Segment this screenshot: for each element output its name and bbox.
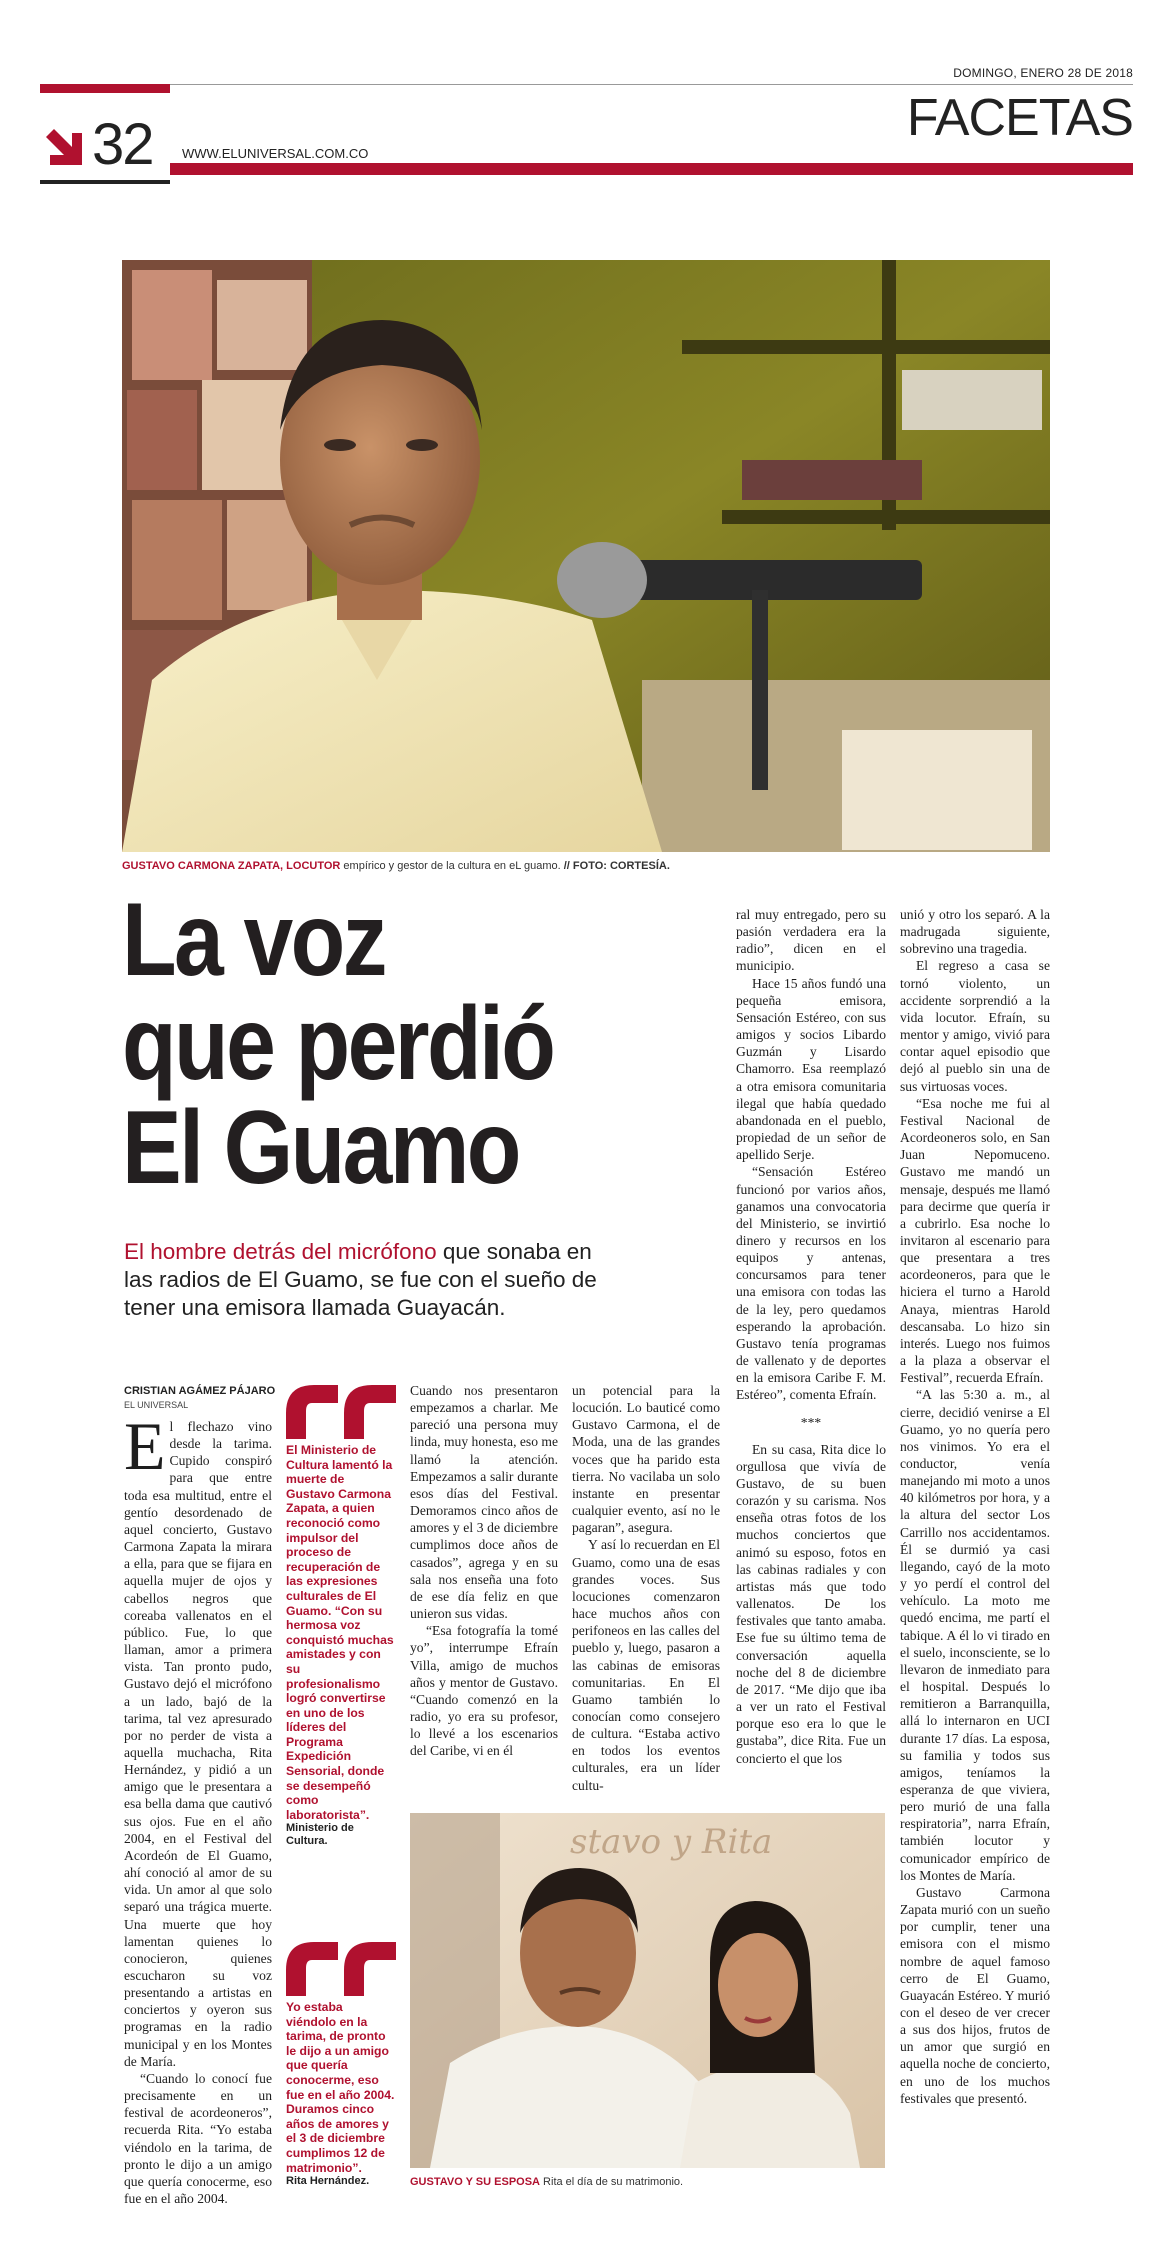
quote-icon [286, 1385, 396, 1439]
main-photo [122, 260, 1050, 852]
body-paragraph: “A las 5:30 a. m., al cierre, decidió venirse a El Guamo, yo no quería pero nos vinimos. Yo era el conductor, venía manejando mi moto a unos 40 kilómetros por hora, y a la altura del sector Los Carrillo nos accidentamos. Él se durmió ya casi llegando, cayó de la moto y yo perdí el control del vehículo. La moto me quedó encima, me partí el tabique. A él lo vi tirado en el suelo, inconsciente, se lo llevaron de inmediato para el hospital. Después lo remitieron a Barranquilla, allá lo internaron en UCI durante 17 días. La esposa, su familia y todos sus amigos, teníamos la esperanza de que viviera, pero murió de una falla respiratoria”, narra Efraín, también locutor y comunicador empírico de los Montes de María. [900, 1387, 1050, 1883]
issue-date: DOMINGO, ENERO 28 DE 2018 [953, 66, 1133, 80]
section-title: FACETAS [906, 89, 1133, 147]
pull-quote-text: El Ministerio de Cultura lamentó la muerte de Gustavo Carmona Zapata, a quien reconoció como impulsor del proceso de recuperación de las expresiones culturales de El Guamo. “Con su hermosa voz conquistó muchas amistades y con su profesionalismo logró convertirse en uno de los líderes del Programa Expedición Sensorial, donde se desempeñó como laboratorista”. [286, 1443, 394, 1822]
article-column-5 [736, 906, 886, 1767]
body-paragraph: “Sensación Estéreo funcionó por varios años, ganamos una convocatoria del Ministerio, se invirtió dinero y recursos en los equipos y antenas, concursamos para tener una emisora con todas las de la ley, pero quedamos esperando la aprobación. Gustavo tenía programas de vallenato y de deportes en la emisora Caribe F. M. Estéreo”, comenta Efraín. [736, 1164, 886, 1403]
body-paragraph: Gustavo Carmona Zapata murió con un sueño por cumplir, tener una emisora con el mismo nombre de aquel famoso cerro de El Guamo, Guayacán Estéreo. Y murió con el deseo de ver crecer a sus dos hijos, frutos de un amor que surgió en aquella noche de concierto, en uno de los muchos festivales que presentó. [900, 1884, 1050, 2106]
header-red-tab [40, 84, 170, 93]
header-top-rule [40, 84, 1133, 85]
body-paragraph: “Esa noche me fui al Festival Nacional de Acordeoneros solo, en San Juan Nepomuceno. Gustavo me mandó un mensaje, después me llamó para decirme que quería ir a cubrirlo. Esa noche lo invitaron al escenario para que presentara a tres acordeoneros, para que le hiciera el turno a Harold Anaya, mientras Harold descansaba. Lo hizo sin interés. Luego nos fuimos a la plaza a observar el Festival”, recuerda Efraín. [900, 1095, 1050, 1386]
body-paragraph: “Cuando lo conocí fue precisamente en un festival de acordeoneros”, recuerda Rita. “Yo estaba viéndolo en la tarima, de pronto le dijo a un amigo que quería conocerme, eso fue en el año 2004. [124, 2070, 272, 2207]
pull-quote-text: Yo estaba viéndolo en la tarima, de pronto le dijo a un amigo que quería conocerme, eso fue en el año 2004. Duramos cinco años de amores y el 3 de diciembre cumplimos 12 de matrimonio”. [286, 2000, 395, 2175]
deck-lead: El hombre detrás del micrófono [124, 1239, 437, 1264]
byline-org: EL UNIVERSAL [124, 1400, 189, 1410]
arrow-down-right-icon [42, 125, 86, 169]
body-paragraph: ral muy entregado, pero su pasión verdadera era la radio”, dicen en el municipio. [736, 907, 886, 974]
couple-photo [410, 1813, 885, 2168]
headline-line: El Guamo [122, 1090, 519, 1206]
body-paragraph: En su casa, Rita dice lo orgullosa que vivía de Gustavo, de su buen corazón y su carisma. Nos enseña otras fotos de los muchos conciertos que animó su esposo, fotos en las cabinas radiales y con artistas más que todo vallenatos. De los festivales que tanto amaba. Ese fue su último tema de conversación aquella noche del 8 de diciembre de 2017. “Me dijo que iba a ver un rato el Festival porque eso era lo que le gustaba”, dice Rita. Fue un concierto el que los [736, 1441, 886, 1766]
headline-line: La voz [122, 882, 385, 998]
deck-text: que sonaba en las radios de El Guamo, se fue con el sueño de tener una emisora llamada Guayacán. [124, 1239, 597, 1320]
header-red-rule [170, 163, 1133, 175]
main-photo-caption [122, 860, 670, 872]
quote-icon [286, 1942, 396, 1996]
caption-credit: // FOTO: CORTESÍA. [563, 860, 670, 872]
body-paragraph: El regreso a casa se tornó violento, un accidente sorprendió a la vida locutor. Efraín, su mentor y amigo, vivió para contar aquel episodio que dejó al pueblo sin una de sus virtuosas voces. [900, 958, 1050, 1094]
couple-photo-caption [410, 2176, 683, 2188]
deck [124, 1238, 614, 1322]
article-column-4 [572, 1382, 720, 1794]
pull-quote-attribution: Ministerio de Cultura. [286, 1822, 354, 1848]
article-column-1 [124, 1408, 272, 2207]
body-paragraph: Y así lo recuerdan en El Guamo, como una de esas grandes voces. Sus locuciones comenzaron hace muchos años con perifoneos en las calles del pueblo y, luego, pasaron a las cabinas de emisoras comunitarias. En El Guamo también lo conocían como consejero de cultura. “Estaba activo en todos los eventos culturales, era un líder cultu- [572, 1537, 720, 1793]
caption-text: empírico y gestor de la cultura en eL guamo. [340, 860, 564, 872]
header-black-rule [40, 180, 170, 184]
pull-quote-1 [286, 1443, 396, 1848]
caption-text: Rita el día de su matrimonio. [540, 2176, 684, 2188]
article-column-6 [900, 906, 1050, 2107]
caption-subject: GUSTAVO CARMONA ZAPATA, LOCUTOR [122, 860, 341, 872]
body-paragraph: “Esa fotografía la tomé yo”, interrumpe Efraín Villa, amigo de muchos años y mentor de Gustavo. “Cuando comenzó en la radio, yo era su profesor, lo llevé a los escenarios del Caribe, vi en él [410, 1623, 558, 1759]
headline [122, 882, 638, 1206]
drop-cap: E [124, 1408, 166, 1484]
page-number: 32 [92, 112, 153, 177]
body-paragraph: un potencial para la locución. Lo bauticé como Gustavo Carmona, el de Moda, una de las grandes voces que ha parido esta tierra. No vacilaba un solo instante en presentar cualquier evento, así no le pagaran”, asegura. [572, 1383, 720, 1536]
headline-line: que perdió [122, 986, 554, 1102]
byline: CRISTIAN AGÁMEZ PÁJARO [124, 1385, 276, 1397]
caption-subject: GUSTAVO Y SU ESPOSA [410, 2176, 540, 2188]
body-paragraph: unió y otro los separó. A la madrugada siguiente, sobrevino una tragedia. [900, 907, 1050, 957]
body-paragraph: El flechazo vino desde la tarima. Cupido conspiró para que entre toda esa multitud, entre el gentío desordenado de aquel concierto, Gustavo Carmona Zapata la mirara a ella, para que se fijara en aquella mujer de ojos y cabellos negros que coreaba vallenatos en el público. Fue, lo que llaman, amor a primera vista. Tan pronto pudo, Gustavo dejó el micrófono a un lado, bajó de la tarima, tal vez apresurado por no perder de vista a aquella muchacha, Rita Hernández, y pidió a un amigo que le presentara a esa bella dama que cautivó sus ojos. Fue en el año 2004, en el Festival del Acordeón de El Guamo, ahí conoció al amor de su vida. Un amor al que solo separó una trágica muerte. Una muerte que hoy lamentan quienes lo conocieron, quienes escucharon su voz presentando a artistas en conciertos y oyeron sus programas en la radio municipal y en los Montes de María. [124, 1408, 272, 2069]
pull-quote-2 [286, 2000, 396, 2188]
body-paragraph: Cuando nos presentaron empezamos a charlar. Me pareció una persona muy linda, muy honesta, eso me llamó la atención. Empezamos a salir durante esos días del Festival. Demoramos cinco años de amores y el 3 de diciembre cumplimos doce años de casados”, agrega y en su sala nos enseña una foto de ese día feliz en que unieron sus vidas. [410, 1383, 558, 1622]
pull-quote-attribution: Rita Hernández. [286, 2175, 370, 2188]
section-separator: *** [800, 1414, 822, 1430]
body-paragraph: Hace 15 años fundó una pequeña emisora, Sensación Estéreo, con sus amigos y socios Libardo Guzmán y Lisardo Chamorro. Esa reemplazó a otra emisora comunitaria ilegal que había quedado abandonada en el pueblo, propiedad de un señor de apellido Serje. [736, 975, 886, 1163]
article-column-3 [410, 1382, 558, 1759]
website-url[interactable]: WWW.ELUNIVERSAL.COM.CO [182, 146, 369, 161]
backdrop-text: stavo y Rita [570, 1822, 773, 1862]
